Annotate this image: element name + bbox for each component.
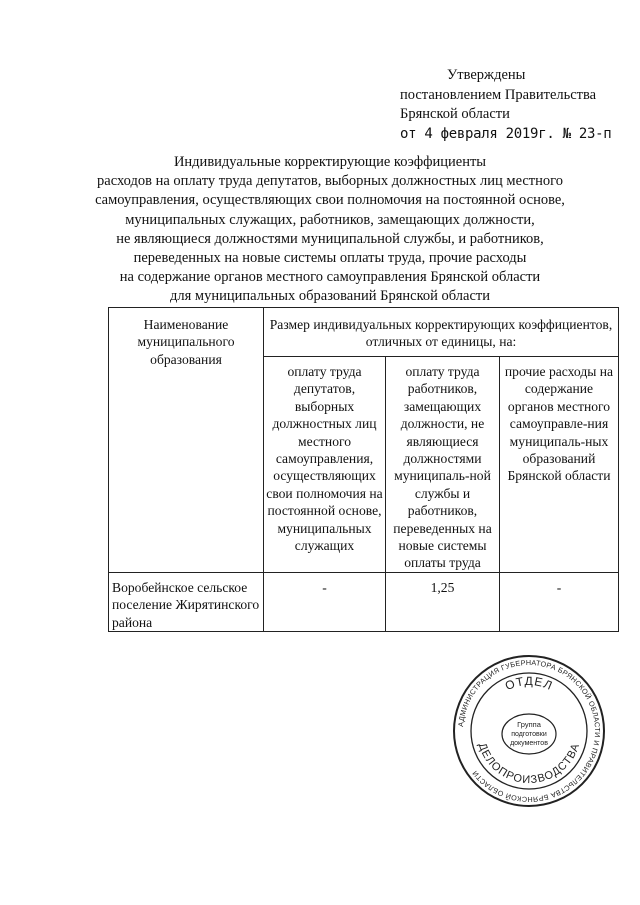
title-line: муниципальных служащих, работников, замещающих должности, [125,211,535,228]
header-col-workers: оплату труда работников, замещающих должности, не являющиеся должностями муниципаль-ной службы и работников, переведенных на новые системы оплаты труда [386,357,500,573]
stamp-inner-line2: подготовки [511,731,547,738]
stamp-inner-line3: документов [510,740,548,747]
cell-value-col1: - [264,572,386,631]
header-col-other-expenses: прочие расходы на содержание органов местного самоуправле-ния муниципаль-ных образований Брянской области [500,357,619,573]
header-col-deputies: оплату труда депутатов, выборных должностных лиц местного самоуправления, осуществляющих свои полномочия на постоянной основе, муниципальных служащих [264,357,386,573]
svg-text:ОТДЕЛ [503,674,555,693]
document-title [60,153,600,307]
coefficients-table [108,307,619,632]
table-header-row [109,308,619,357]
cell-value-col2: 1,25 [386,572,500,631]
header-municipality: Наименование муниципального образования [109,308,264,573]
approval-line1: Утверждены [447,67,526,83]
approval-line3: Брянской области [400,106,510,122]
title-line: Индивидуальные корректирующие коэффициенты [173,154,487,170]
approval-date: от 4 февраля 2019г. № 23-п [400,125,612,142]
stamp-arc-top: ОТДЕЛ [503,673,556,694]
title-line: самоуправления, осуществляющих свои полномочия на постоянной основе, [95,192,565,209]
title-line: на содержание органов местного самоуправления Брянской области [119,269,541,286]
svg-text:ДЕЛОПРОИЗВОДСТВА [476,741,583,786]
approval-line2: постановлением Правительства [400,86,597,103]
stamp-outer-text: АДМИНИСТРАЦИЯ ГУБЕРНАТОРА БРЯНСКОЙ ОБЛАСТИ И ПРАВИТЕЛЬСТВА БРЯНСКОЙ ОБЛАСТИ [456,657,603,805]
stamp-arc-bottom: ДЕЛОПРОИЗВОДСТВА [475,741,583,787]
stamp-inner-line1: Группа [517,720,541,729]
title-line: не являющиеся должностями муниципальной службы, и работников, [116,230,544,247]
approval-block [400,66,611,144]
office-stamp [452,654,606,808]
table-row [109,572,619,631]
title-line: переведенных на новые системы оплаты труда, прочие расходы [133,250,527,267]
title-line: для муниципальных образований Брянской области [170,288,490,305]
title-line: расходов на оплату труда депутатов, выборных должностных лиц местного [97,173,563,190]
cell-value-col3: - [500,572,619,631]
header-coefficients-group: Размер индивидуальных корректирующих коэффициентов, отличных от единицы, на: [264,308,619,357]
cell-municipality-name: Воробейнское сельское поселение Жирятинского района [109,572,264,631]
